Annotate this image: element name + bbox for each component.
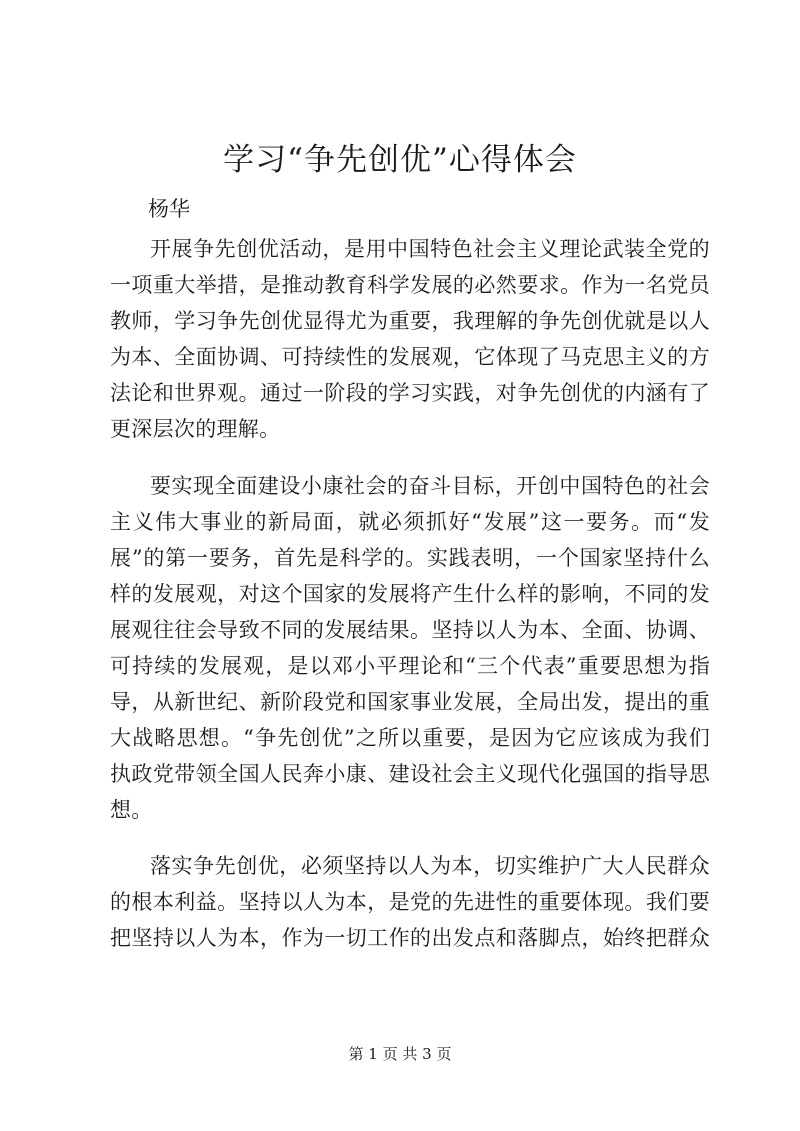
paragraph-3-line-1: 落实争先创优，必须坚持以人为本，切实维护广大人民群众 [150,854,710,878]
paragraph-2-line-2: 主义伟大事业的新局面，就必须抓好“发展”这一要务。而“发 [110,510,710,534]
paragraph-2-line-7: 导，从新世纪、新阶段党和国家事业发展，全局出发，提出的重 [110,690,710,714]
paragraph-2-line-3: 展”的第一要务，首先是科学的。实践表明，一个国家坚持什么 [110,546,710,570]
paragraph-2-line-5: 展观往往会导致不同的发展结果。坚持以人为本、全面、协调、 [110,618,710,642]
paragraph-2-line-9: 执政党带领全国人民奔小康、建设社会主义现代化强国的指导思 [110,762,710,786]
paragraph-2-line-6: 可持续的发展观，是以邓小平理论和“三个代表”重要思想为指 [110,654,710,678]
page-number: 第 1 页 共 3 页 [348,1045,452,1063]
document-title: 学习“争先创优”心得体会 [223,142,577,178]
paragraph-2-line-8: 大战略思想。“争先创优”之所以重要，是因为它应该成为我们 [110,726,710,750]
author-name: 杨华 [148,197,190,221]
paragraph-3-line-2: 的根本利益。坚持以人为本，是党的先进性的重要体现。我们要 [110,890,710,914]
paragraph-2-line-4: 样的发展观，对这个国家的发展将产生什么样的影响，不同的发 [110,582,710,606]
paragraph-1-line-6: 更深层次的理解。 [110,417,281,441]
paragraph-1-line-2: 一项重大举措，是推动教育科学发展的必然要求。作为一名党员 [110,273,710,297]
paragraph-3-line-3: 把坚持以人为本，作为一切工作的出发点和落脚点，始终把群众 [110,926,710,950]
paragraph-1-line-4: 为本、全面协调、可持续性的发展观，它体现了马克思主义的方 [110,345,710,369]
paragraph-1-line-1: 开展争先创优活动，是用中国特色社会主义理论武装全党的 [150,237,710,261]
paragraph-1-line-3: 教师，学习争先创优显得尤为重要，我理解的争先创优就是以人 [110,309,710,333]
paragraph-2-line-10: 想。 [110,798,153,822]
paragraph-2-line-1: 要实现全面建设小康社会的奋斗目标，开创中国特色的社会 [150,474,710,498]
paragraph-1-line-5: 法论和世界观。通过一阶段的学习实践，对争先创优的内涵有了 [110,381,710,405]
